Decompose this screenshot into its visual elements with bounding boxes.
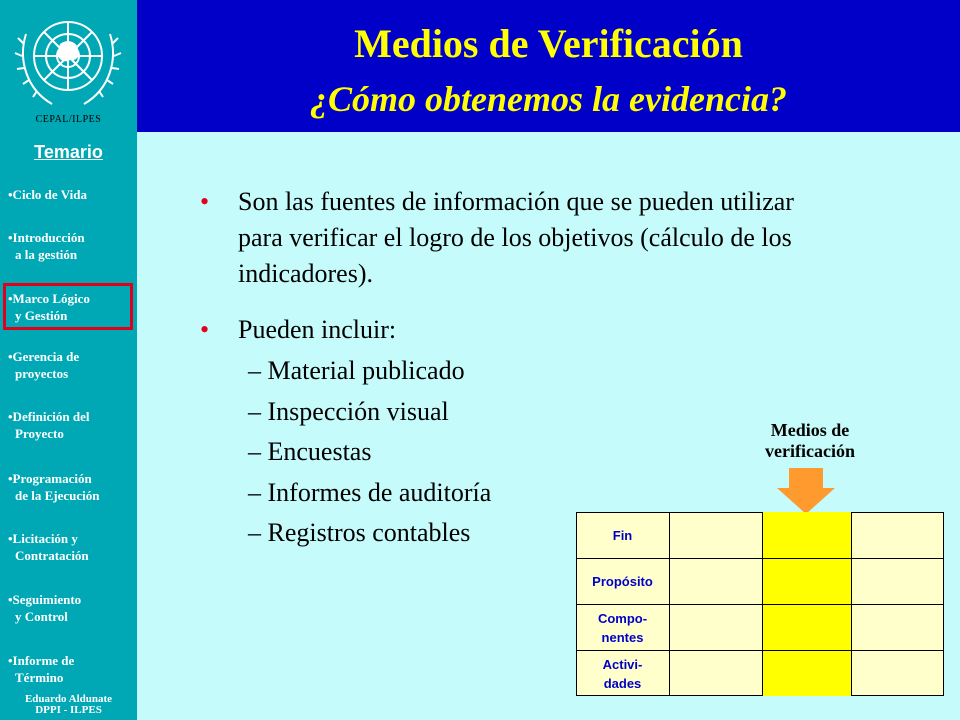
sidebar-item-label-line2: y Gestión bbox=[15, 308, 68, 323]
sidebar-item-label-line2: Contratación bbox=[15, 548, 89, 563]
author-credit bbox=[0, 694, 137, 716]
sidebar-item-gerencia[interactable] bbox=[8, 348, 138, 382]
sidebar-item-label: •Informe de bbox=[8, 653, 75, 668]
un-emblem-icon bbox=[12, 4, 124, 116]
sidebar-item-introduccion[interactable] bbox=[8, 229, 138, 263]
row-label-text-line2: dades bbox=[603, 676, 642, 691]
list-item: – Informes de auditoría bbox=[248, 478, 492, 507]
sidebar-item-label-line2: de la Ejecución bbox=[15, 488, 100, 503]
diagram-title-line1: Medios de bbox=[770, 420, 850, 440]
list-item: – Registros contables bbox=[248, 518, 471, 547]
sidebar-item-seguimiento[interactable] bbox=[8, 591, 138, 625]
slide-header bbox=[137, 0, 960, 132]
sidebar-item-label: •Gerencia de bbox=[8, 349, 80, 364]
list-item: – Inspección visual bbox=[248, 397, 449, 426]
bullet-marker: • bbox=[200, 315, 210, 344]
sidebar-item-label: •Definición del bbox=[8, 409, 90, 424]
matrix-row-label-componentes bbox=[576, 609, 669, 647]
row-label-text: Compo- bbox=[597, 611, 648, 626]
diagram-title bbox=[720, 420, 900, 462]
bullet-marker: • bbox=[200, 187, 210, 216]
logo-caption: CEPAL/ILPES bbox=[35, 114, 102, 125]
logo-area bbox=[0, 0, 137, 132]
slide-title: Medios de Verificación bbox=[354, 21, 743, 66]
sidebar-item-label-line2: Proyecto bbox=[15, 426, 64, 441]
sidebar-item-label: •Marco Lógico bbox=[8, 291, 90, 306]
active-item-highlight bbox=[3, 283, 133, 330]
matrix-divider bbox=[576, 558, 944, 559]
matrix-divider bbox=[576, 604, 944, 605]
sidebar-item-licitacion[interactable] bbox=[8, 530, 138, 564]
sidebar-item-label: •Programación bbox=[8, 471, 92, 486]
matrix-row-label-fin bbox=[576, 526, 669, 545]
sidebar-item-label: •Ciclo de Vida bbox=[8, 187, 87, 202]
down-arrow-icon bbox=[777, 468, 835, 514]
sidebar-item-ciclo-de-vida[interactable] bbox=[8, 186, 138, 203]
temario-heading: Temario bbox=[34, 142, 103, 162]
matrix-row-label-proposito bbox=[576, 572, 669, 591]
sidebar-item-label-line2: proyectos bbox=[15, 366, 69, 381]
row-label-text: Fin bbox=[612, 528, 633, 543]
sidebar-item-label: •Licitación y bbox=[8, 531, 78, 546]
matrix-row-label-actividades bbox=[576, 655, 669, 693]
list-item: – Material publicado bbox=[248, 356, 465, 385]
row-label-text: Propósito bbox=[592, 574, 653, 589]
sidebar-item-programacion[interactable] bbox=[8, 470, 138, 504]
author-name: Eduardo Aldunate bbox=[24, 693, 113, 705]
sidebar-item-informe[interactable] bbox=[8, 652, 138, 686]
slide-subtitle: ¿Cómo obtenemos la evidencia? bbox=[310, 79, 787, 119]
sidebar-item-definicion[interactable] bbox=[8, 408, 138, 442]
diagram-title-line2: verificación bbox=[765, 441, 855, 461]
bullet-text: Son las fuentes de información que se pueden utilizar para verificar el logro de los objetivos (cálculo de los indicadores). bbox=[238, 187, 794, 288]
row-label-text: Activi- bbox=[602, 657, 643, 672]
bullet-text: Pueden incluir: bbox=[238, 315, 397, 344]
row-label-text-line2: nentes bbox=[601, 630, 644, 645]
author-unit: DPPI - ILPES bbox=[35, 704, 102, 716]
sidebar-item-label-line2: a la gestión bbox=[15, 247, 78, 262]
sidebar-item-label-line2: Término bbox=[15, 670, 64, 685]
sidebar-item-label: •Seguimiento bbox=[8, 592, 82, 607]
matrix-divider bbox=[576, 650, 944, 651]
list-item: – Encuestas bbox=[248, 437, 372, 466]
sidebar-item-label: •Introducción bbox=[8, 230, 85, 245]
sidebar-item-label-line2: y Control bbox=[15, 609, 68, 624]
